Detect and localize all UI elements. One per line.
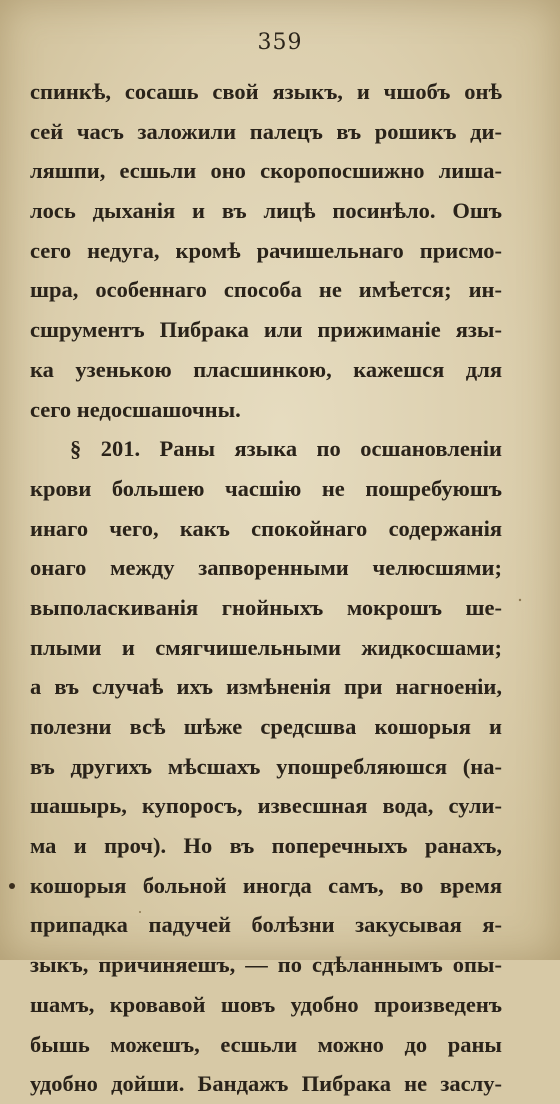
text-line: шашырь, купоросъ, извесшная вода, сули- — [30, 793, 502, 819]
text-line: бышь можешъ, есшьли можно до раны — [30, 1031, 502, 1057]
text-line: выполаскиванія гнойныхъ мокрошъ ше- — [30, 594, 502, 620]
page-number: 359 — [257, 30, 303, 55]
text-line: въ другихъ мѣсшахъ упошребляюшся (на- — [30, 753, 502, 779]
text-line: ка узенькою пласшинкою, кажешся для — [30, 356, 502, 382]
page-text — [30, 72, 502, 1104]
paragraph-end-line: сего недосшашочны. — [30, 396, 241, 422]
text-line: удобно дойши. Бандажъ Пибрака не заслу- — [30, 1071, 502, 1097]
text-line: шра, особеннаго способа не имѣется; ин- — [30, 277, 502, 303]
ink-speck — [9, 883, 15, 889]
text-line: кошорыя больной иногда самъ, во время — [30, 872, 502, 898]
text-line: инаго чего, какъ спокойнаго содержанія — [30, 515, 502, 541]
text-line: ляшпи, есшьли оно скоропосшижно лиша- — [30, 158, 502, 184]
text-line: онаго между запворенными челюсшями; — [30, 555, 502, 581]
section-heading-line: § 201. Раны языка по осшановленіи — [70, 436, 502, 462]
text-line: зыкъ, причиняешъ, — по сдѣланнымъ опы- — [30, 952, 502, 978]
text-line: ма и проч). Но въ поперечныхъ ранахъ, — [30, 833, 502, 859]
text-line: сей часъ заложили палецъ въ рошикъ ди- — [30, 118, 502, 144]
text-line: плыми и смягчишельными жидкосшами; — [30, 634, 502, 660]
text-line: крови большею часшію не пошребуюшъ — [30, 475, 502, 501]
text-line: припадка падучей болѣзни закусывая я- — [30, 912, 502, 938]
text-line: а въ случаѣ ихъ измѣненія при нагноеніи, — [30, 674, 502, 700]
text-line: сшрументъ Пибрака или прижиманіе язы- — [30, 317, 502, 343]
paper-speck — [519, 599, 521, 601]
text-line: сего недуга, кромѣ рачишельнаго присмо- — [30, 237, 502, 263]
text-line: шамъ, кровавой шовъ удобно произведенъ — [30, 991, 502, 1017]
text-line: спинкѣ, сосашь свой языкъ, и чшобъ онѣ — [30, 79, 502, 104]
text-line: полезни всѣ шѣже средсшва кошорыя и — [30, 714, 502, 739]
text-line: лось дыханія и въ лицѣ посинѣло. Ошъ — [30, 198, 502, 224]
